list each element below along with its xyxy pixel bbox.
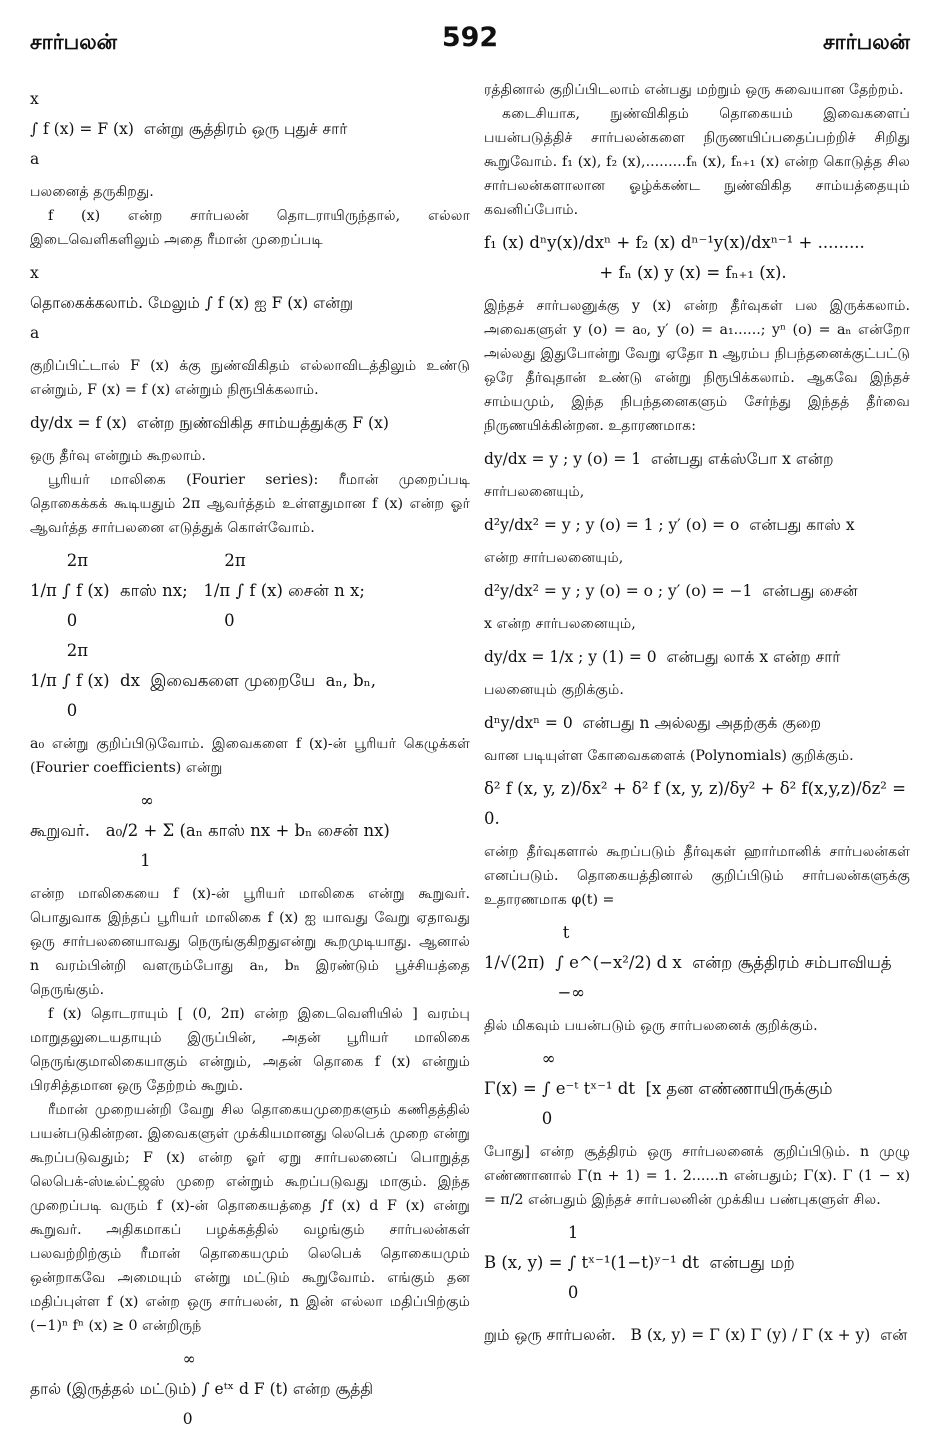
- formula: d²y/dx² = y ; y (o) = o ; y′ (o) = −1 என்பது சைன்: [484, 582, 858, 600]
- paragraph: தில் மிகவும் பயன்படும் ஒரு சார்பலனைக் குறிக்கும்.: [484, 1018, 818, 1034]
- paragraph: என்ற தீர்வுகளால் கூறப்படும் தீர்வுகள் ஹார்மானிக் சார்பலன்கள் எனப்படும். தொகையத்தினால் குறிப்பிடும் சார்பலன்களுக்கு உதாரணமாக φ(t) =: [484, 844, 910, 908]
- paragraph: f (x) தொடராயும் [ (0, 2π) என்ற இடைவெளியில் ] வரம்பு மாறுதலுடையதாயும் இருப்பின், அதன் பூரியர் மாலிகை நெருங்குமாலிகையாகும் என்றும், அதன் தொகை f (x) என்றும் பிரசித்தமான ஒரு தேற்றம் கூறும்.: [30, 1006, 470, 1094]
- running-title-left: சார்பலன்: [30, 30, 117, 54]
- formula: றும் ஒரு சார்பலன். B (x, y) = Γ (x) Γ (y) / Γ (x + y) என்: [484, 1326, 908, 1344]
- paragraph: ரத்தினால் குறிப்பிடலாம் என்பது மற்றும் ஒரு சுவையான தேற்றம்.: [484, 82, 904, 98]
- paragraph: f (x) என்ற சார்பலன் தொடராயிருந்தால், எல்லா இடைவெளிகளிலும் அதை ரீமான் முறைப்படி: [30, 208, 470, 248]
- page-header: [30, 22, 910, 62]
- paragraph: என்ற சார்பலனையும்,: [484, 550, 624, 566]
- paragraph: சார்பலனையும்,: [484, 484, 585, 500]
- paragraph: பலனைத் தருகிறது.: [30, 184, 154, 200]
- formula: ∞ தால் (இருத்தல் மட்டும்) ∫ eᵗˣ d F (t) என்ற சூத்தி 0: [30, 1350, 374, 1428]
- paragraph: பலனையும் குறிக்கும்.: [484, 682, 624, 698]
- paragraph: a₀ என்று குறிப்பிடுவோம். இவைகளை f (x)-ன் பூரியர் கெழுக்கள் (Fourier coefficients) என்று: [30, 736, 470, 776]
- formula: 1 B (x, y) = ∫ tˣ⁻¹(1−t)ʸ⁻¹ dt என்பது மற் 0: [484, 1223, 795, 1302]
- formula: x தொகைக்கலாம். மேலும் ∫ f (x) ஐ F (x) என்று a: [30, 264, 354, 342]
- paragraph: குறிப்பிட்டால் F (x) க்கு நுண்விகிதம் எல்லாவிடத்திலும் உண்டு என்றும், F (x) = f (x) என்றும் நிரூபிக்கலாம்.: [30, 358, 470, 398]
- right-column: [484, 78, 910, 1356]
- formula: d²y/dx² = y ; y (o) = 1 ; y′ (o) = o என்பது காஸ் x: [484, 516, 855, 534]
- left-column: [30, 78, 470, 1440]
- formula: δ² f (x, y, z)/δx² + δ² f (x, y, z)/δy² + δ² f(x,y,z)/δz² = 0.: [484, 779, 912, 828]
- paragraph: இந்தச் சார்பலனுக்கு y (x) என்ற தீர்வுகள் பல இருக்கலாம். அவைகளுள் y (o) = a₀, y′ (o) = a₁......; yⁿ (o) = aₙ என்றோ அல்லது இதுபோன்று வேறு ஏதோ n ஆரம்ப நிபந்தனைக்குட்பட்டு ஒரே தீர்வுதான் உண்டு என்று நிரூபிக்கலாம். ஆகவே இந்தச் சாம்யமும், இந்த நிபந்தனைகளும் சேர்ந்து இந்தத் தீர்வை நிருணயிக்கின்றன. உதாரணமாக:: [484, 298, 910, 434]
- paragraph: x என்ற சார்பலனையும்,: [484, 616, 636, 632]
- paragraph: வான படியுள்ள கோவைகளைக் (Polynomials) குறிக்கும்.: [484, 748, 854, 764]
- formula: dy/dx = f (x) என்ற நுண்விகித சாம்யத்துக்கு F (x): [30, 414, 389, 432]
- paragraph: ஒரு தீர்வு என்றும் கூறலாம்.: [30, 448, 206, 464]
- paragraph: பூரியர் மாலிகை (Fourier series): ரீமான் முறைப்படி தொகைக்கக் கூடியதும் 2π ஆவர்த்தம் உள்ளதுமான f (x) என்ற ஓர் ஆவர்த்த சார்பலனை எடுத்துக் கொள்வோம்.: [30, 472, 470, 536]
- formula: dy/dx = y ; y (o) = 1 என்பது எக்ஸ்போ x என்ற: [484, 450, 834, 468]
- running-title-right: சார்பலன்: [823, 30, 910, 54]
- paragraph: கடைசியாக, நுண்விகிதம் தொகையம் இவைகளைப் பயன்படுத்திச் சார்பலன்களை நிருணயிப்பதைப்பற்றிச் சிறிது கூறுவோம். f₁ (x), f₂ (x),.........fₙ (x), fₙ₊₁ (x) என்ற கொடுத்த சில சார்பலன்களாலான ஓழ்க்கண்ட நுண்விகித சாம்யத்தையும் கவனிப்போம்.: [484, 106, 910, 218]
- page-number: 592: [441, 22, 499, 53]
- formula: t 1/√(2π) ∫ e^(−x²/2) d x என்ற சூத்திரம் சம்பாவியத் −∞: [484, 923, 892, 1002]
- formula: 2π 2π 1/π ∫ f (x) காஸ் nx; 1/π ∫ f (x) சைன் n x; 0 0 2π 1/π ∫ f (x) dx இவைகளை முறையே aₙ, bₙ, 0: [30, 551, 377, 720]
- formula: dy/dx = 1/x ; y (1) = 0 என்பது லாக் x என்ற சார்: [484, 648, 841, 666]
- formula: ∞ கூறுவர். a₀/2 + Σ (aₙ காஸ் nx + bₙ சைன் nx) 1: [30, 791, 390, 870]
- paragraph: போது] என்ற சூத்திரம் ஒரு சார்பலனைக் குறிப்பிடும். n முழு எண்ணானால் Γ(n + 1) = 1. 2......n என்பதும்; Γ(x). Γ (1 − x) = π/2 என்பதும் இந்தச் சார்பலனின் முக்கிய பண்புகளுள் சில.: [484, 1144, 910, 1208]
- formula: ∞ Γ(x) = ∫ e⁻ᵗ tˣ⁻¹ dt [x தன எண்ணாயிருக்கும் 0: [484, 1049, 833, 1128]
- formula: dⁿy/dxⁿ = 0 என்பது n அல்லது அதற்குக் குறை: [484, 714, 822, 732]
- paragraph: ரீமான் முறையன்றி வேறு சில தொகையமுறைகளும் கணிதத்தில் பயன்படுகின்றன. இவைகளுள் முக்கியமானது லெபெக் முறை என்று கூறப்படுவதும்; F (x) என்ற ஓர் ஏறு சார்பலனைப் பொறுத்த லெபெக்-ஸ்டீல்ட்ஜஸ் முறை என்றும் கூறப்படுவது மாகும். இந்த முறைப்படி வரும் f (x)-ன் தொகையத்தை ∫f (x) d F (x) என்று கூறுவர். அதிகமாகப் பழக்கத்தில் வழங்கும் சார்பலன்கள் பலவற்றிற்கும் ரீமான் தொகையமும் லெபெக் தொகையமும் ஒன்றாகவே அமையும் என்று மட்டும் கூறுவோம். எங்கும் தன மதிப்புள்ள f (x) என்ற ஒரு சார்பலன், n இன் எல்லா மதிப்பிற்கும் (−1)ⁿ fⁿ (x) ≥ 0 என்றிருந்: [30, 1102, 470, 1334]
- formula: f₁ (x) dⁿy(x)/dxⁿ + f₂ (x) dⁿ⁻¹y(x)/dxⁿ⁻¹ + ......... + fₙ (x) y (x) = fₙ₊₁ (x).: [484, 233, 865, 282]
- formula: x ∫ f (x) = F (x) என்று சூத்திரம் ஒரு புதுச் சார் a: [30, 90, 348, 168]
- paragraph: என்ற மாலிகையை f (x)-ன் பூரியர் மாலிகை என்று கூறுவர். பொதுவாக இந்தப் பூரியர் மாலிகை f (x) ஐ யாவது வேறு ஏதாவது ஒரு சார்பலனையாவது நெருங்குகிறதுஎன்று கூறமுடியாது. ஆனால் n வரம்பின்றி வளரும்போது aₙ, bₙ இரண்டும் பூச்சியத்தை நெருங்கும்.: [30, 886, 470, 998]
